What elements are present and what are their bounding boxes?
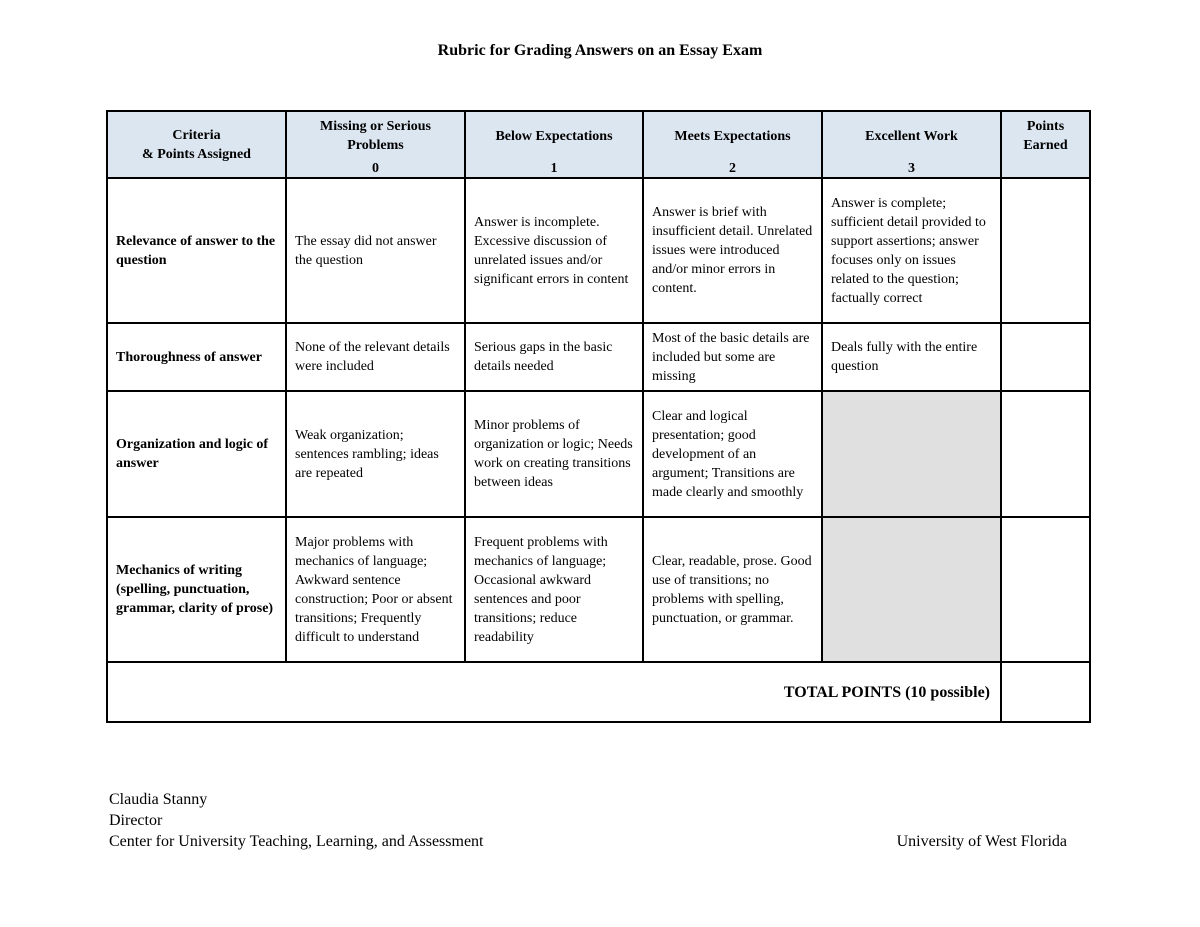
cell-organization-0: Weak organization; sentences rambling; ideas are repeated	[286, 391, 465, 517]
score-empty	[1001, 160, 1090, 178]
criterion-mechanics: Mechanics of writing (spelling, punctuation, grammar, clarity of prose)	[107, 517, 286, 662]
rubric-table	[106, 110, 1091, 723]
footer-university: University of West Florida	[896, 833, 1067, 850]
footer-author	[109, 789, 484, 852]
author-center: Center for University Teaching, Learning, and Assessment	[109, 833, 484, 850]
points-thoroughness[interactable]	[1001, 323, 1090, 391]
cell-thoroughness-3: Deals fully with the entire question	[822, 323, 1001, 391]
score-0: 0	[286, 160, 465, 178]
document-title: Rubric for Grading Answers on an Essay Exam	[437, 42, 763, 59]
level-header-1: Below Expectations	[465, 111, 643, 160]
rubric-row	[107, 391, 1090, 517]
points-relevance[interactable]	[1001, 178, 1090, 323]
rubric-row	[107, 323, 1090, 391]
cell-relevance-3: Answer is complete; sufficient detail provided to support assertions; answer focuses only on issues related to the question; factually correct	[822, 178, 1001, 323]
score-1: 1	[465, 160, 643, 178]
cell-relevance-0: The essay did not answer the question	[286, 178, 465, 323]
criterion-thoroughness: Thoroughness of answer	[107, 323, 286, 391]
total-points-label: TOTAL POINTS (10 possible)	[107, 662, 1001, 722]
cell-relevance-1: Answer is incomplete. Excessive discussion of unrelated issues and/or significant errors in content	[465, 178, 643, 323]
points-mechanics[interactable]	[1001, 517, 1090, 662]
criterion-relevance: Relevance of answer to the question	[107, 178, 286, 323]
level-header-0: Missing or Serious Problems	[286, 111, 465, 160]
cell-mechanics-2: Clear, readable, prose. Good use of transitions; no problems with spelling, punctuation, or grammar.	[643, 517, 822, 662]
score-2: 2	[643, 160, 822, 178]
level-header-3: Excellent Work	[822, 111, 1001, 160]
header-row	[107, 111, 1090, 160]
cell-thoroughness-0: None of the relevant details were included	[286, 323, 465, 391]
level-header-2: Meets Expectations	[643, 111, 822, 160]
cell-organization-3-shaded	[822, 391, 1001, 517]
cell-mechanics-0: Major problems with mechanics of language; Awkward sentence construction; Poor or absent transitions; Frequently difficult to understand	[286, 517, 465, 662]
total-row	[107, 662, 1090, 722]
cell-relevance-2: Answer is brief with insufficient detail. Unrelated issues were introduced and/or minor errors in content.	[643, 178, 822, 323]
rubric-row	[107, 178, 1090, 323]
cell-mechanics-3-shaded	[822, 517, 1001, 662]
author-role: Director	[109, 812, 163, 829]
points-earned-header: Points Earned	[1001, 111, 1090, 160]
cell-thoroughness-1: Serious gaps in the basic details needed	[465, 323, 643, 391]
criterion-organization: Organization and logic of answer	[107, 391, 286, 517]
cell-organization-2: Clear and logical presentation; good development of an argument; Transitions are made clearly and smoothly	[643, 391, 822, 517]
rubric-row	[107, 517, 1090, 662]
cell-organization-1: Minor problems of organization or logic; Needs work on creating transitions between ideas	[465, 391, 643, 517]
cell-mechanics-1: Frequent problems with mechanics of language; Occasional awkward sentences and poor transitions; reduce readability	[465, 517, 643, 662]
author-name: Claudia Stanny	[109, 791, 208, 808]
points-organization[interactable]	[1001, 391, 1090, 517]
criteria-header: Criteria & Points Assigned	[107, 111, 286, 178]
total-points-value[interactable]	[1001, 662, 1090, 722]
cell-thoroughness-2: Most of the basic details are included but some are missing	[643, 323, 822, 391]
score-3: 3	[822, 160, 1001, 178]
